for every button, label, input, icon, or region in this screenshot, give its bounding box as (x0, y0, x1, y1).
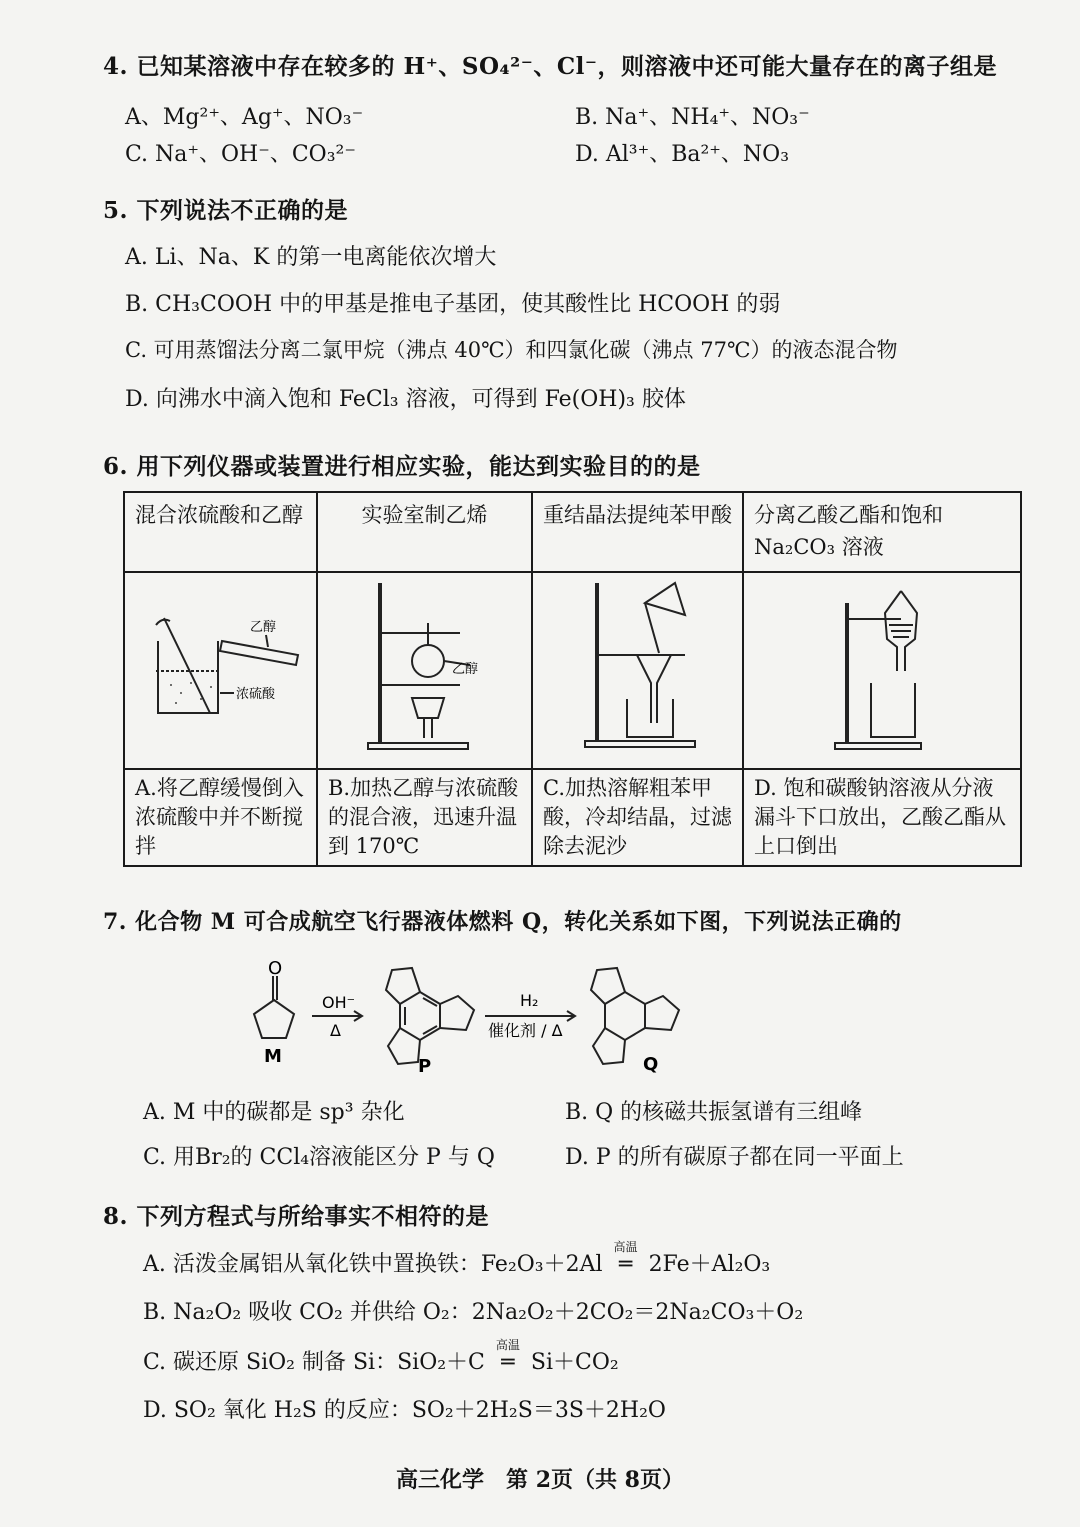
conc-acid-label: 浓硫酸 (235, 687, 275, 702)
q5-option-c[interactable]: C. 可用蒸馏法分离二氯甲烷（沸点 40℃）和四氯化碳（沸点 77℃）的液态混合物 (125, 338, 898, 362)
q5-stem: 5. 下列说法不正确的是 (103, 197, 349, 224)
q8-a-condition-arrow: 高温 ═ (603, 1252, 649, 1277)
step1-condition: Δ (330, 1021, 341, 1040)
q6-figure-c (532, 572, 743, 769)
q6-header-a: 混合浓硫酸和乙醇 (124, 492, 317, 572)
q8-a-condition: 高温 (613, 1240, 638, 1254)
q5-option-d[interactable]: D. 向沸水中滴入饱和 FeCl₃ 溶液，可得到 Fe(OH)₃ 胶体 (125, 387, 686, 412)
q7-reaction-scheme (240, 950, 710, 1075)
q7-option-a[interactable]: A. M 中的碳都是 sp³ 杂化 (143, 1100, 405, 1125)
step2-condition: 催化剂 / Δ (488, 1021, 563, 1040)
q8-c-condition: 高温 (495, 1338, 520, 1352)
ethylene-setup-diagram (320, 573, 530, 759)
q6-figure-b (317, 572, 532, 769)
q6-figure-a (124, 572, 317, 769)
q6-experiment-table (123, 491, 1022, 867)
q6-option-c[interactable]: C.加热溶解粗苯甲酸，冷却结晶，过滤除去泥沙 (532, 769, 743, 866)
q8-option-a[interactable] (143, 1240, 771, 1278)
q8-a-reactants: A. 活泼金属铝从氧化铁中置换铁：Fe₂O₃＋2Al (143, 1252, 603, 1277)
q-label: Q (643, 1054, 659, 1075)
q6-header-c: 重结晶法提纯苯甲酸 (532, 492, 743, 572)
q6-header-d: 分离乙酸乙酯和饱和 Na₂CO₃ 溶液 (743, 492, 1021, 572)
beaker-pouring-diagram (126, 573, 316, 759)
ethanol2-label: 乙醇 (451, 662, 478, 677)
q4-option-a[interactable]: A、Mg²⁺、Ag⁺、NO₃⁻ (125, 105, 364, 130)
q7-option-d[interactable]: D. P 的所有碳原子都在同一平面上 (565, 1145, 904, 1170)
m-label: M (264, 1046, 282, 1067)
q6-header-b: 实验室制乙烯 (317, 492, 532, 572)
page-footer: 高三化学 第 2页（共 8页） (396, 1467, 684, 1493)
filtration-setup-diagram (535, 573, 741, 759)
q6-option-a[interactable]: A.将乙醇缓慢倒入浓硫酸中并不断搅拌 (124, 769, 317, 866)
q7-stem: 7. 化合物 M 可合成航空飞行器液体燃料 Q，转化关系如下图，下列说法正确的 (103, 909, 902, 935)
q6-stem: 6. 用下列仪器或装置进行相应实验，能达到实验目的的是 (103, 453, 701, 480)
q8-stem: 8. 下列方程式与所给事实不相符的是 (103, 1203, 490, 1230)
q8-option-b[interactable]: B. Na₂O₂ 吸收 CO₂ 并供给 O₂：2Na₂O₂＋2CO₂＝2Na₂CO₃＋O₂ (143, 1300, 804, 1325)
q6-option-b[interactable]: B.加热乙醇与浓硫酸的混合液，迅速升温到 170℃ (317, 769, 532, 866)
q7-option-b[interactable]: B. Q 的核磁共振氢谱有三组峰 (565, 1100, 863, 1125)
q8-option-c[interactable] (143, 1338, 619, 1376)
q4-option-d[interactable]: D. Al³⁺、Ba²⁺、NO₃ (575, 142, 790, 167)
m-ring (254, 1000, 294, 1038)
oxygen-label: O (268, 958, 283, 979)
q4-stem: 4. 已知某溶液中存在较多的 H⁺、SO₄²⁻、Cl⁻，则溶液中还可能大量存在的离子组是 (103, 53, 998, 80)
q8-c-reactants: C. 碳还原 SiO₂ 制备 Si：SiO₂＋C (143, 1350, 485, 1375)
q5-option-b[interactable]: B. CH₃COOH 中的甲基是推电子基团，使其酸性比 HCOOH 的弱 (125, 292, 781, 317)
p-label: P (418, 1056, 432, 1075)
step1-reagent: OH⁻ (322, 993, 356, 1012)
q8-c-condition-arrow: 高温 ═ (485, 1350, 531, 1375)
q6-figure-d (743, 572, 1021, 769)
q8-c-products: Si＋CO₂ (530, 1350, 619, 1375)
q8-option-d[interactable]: D. SO₂ 氧化 H₂S 的反应：SO₂＋2H₂S＝3S＋2H₂O (143, 1398, 666, 1423)
q4-option-c[interactable]: C. Na⁺、OH⁻、CO₃²⁻ (125, 142, 356, 167)
q8-a-products: 2Fe＋Al₂O₃ (648, 1252, 771, 1277)
q6-option-d[interactable]: D. 饱和碳酸钠溶液从分液漏斗下口放出，乙酸乙酯从上口倒出 (743, 769, 1021, 866)
separatory-funnel-diagram (745, 573, 1019, 759)
step2-reagent: H₂ (520, 991, 539, 1010)
ethanol-label: 乙醇 (249, 620, 276, 635)
q4-option-b[interactable]: B. Na⁺、NH₄⁺、NO₃⁻ (575, 105, 810, 130)
q7-option-c[interactable]: C. 用Br₂的 CCl₄溶液能区分 P 与 Q (143, 1145, 495, 1170)
q5-option-a[interactable]: A. Li、Na、K 的第一电离能依次增大 (125, 245, 497, 270)
q-cyclohexane-ring (605, 992, 645, 1040)
